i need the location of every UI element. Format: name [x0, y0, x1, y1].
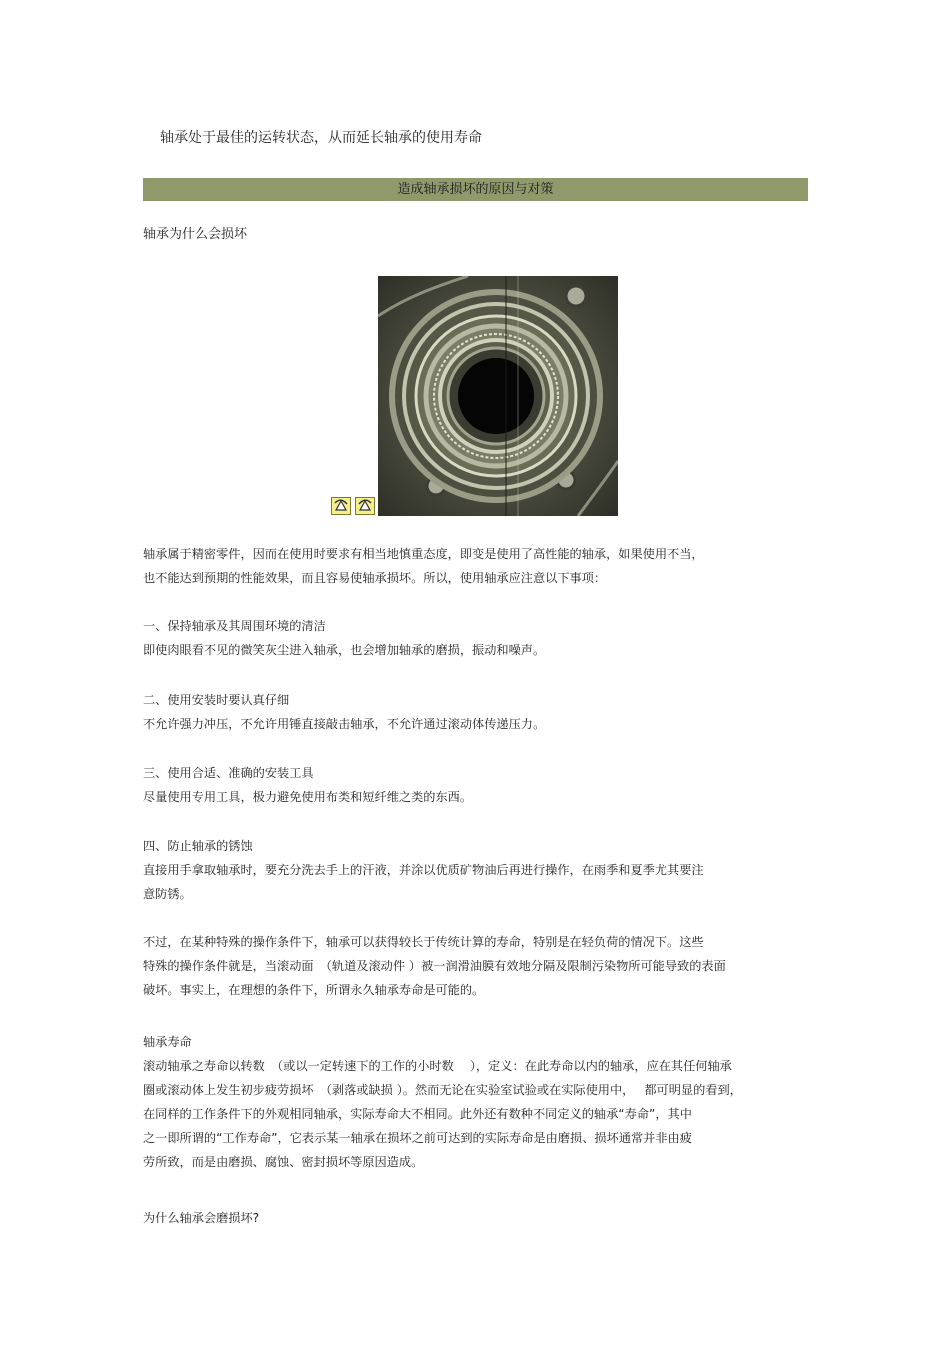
text-line: 圈或滚动体上发生初步疲劳损坏 （剥落或缺损 ）。然而无论在实验室试验或在实际使用中， 都可明显的看到，	[143, 1083, 742, 1097]
item-body: 尽量使用专用工具，极力避免使用布类和短纤维之类的东西。	[143, 790, 473, 804]
rotate-left-icon	[332, 498, 350, 514]
closing-question: 为什么轴承会磨损坏?	[143, 1211, 260, 1225]
item-title: 二、使用安装时要认真仔细	[143, 693, 290, 707]
text-line: 不过，在某种特殊的操作条件下，轴承可以获得较长于传统计算的寿命，特别是在轻负荷的情况下。这些	[143, 935, 704, 949]
bearing-photo	[378, 276, 618, 516]
item-title: 三、使用合适、准确的安装工具	[143, 766, 314, 780]
subhead-why-damaged: 轴承为什么会损坏	[143, 227, 248, 242]
text-line: 滚动轴承之寿命以转数 （或以一定转速下的工作的小时数 ），定义：在此寿命以内的轴承，应在其任何轴承	[143, 1059, 732, 1073]
section-banner: 造成轴承损坏的原因与对策	[143, 178, 808, 201]
rotate-right-button[interactable]	[355, 497, 375, 515]
paragraph-special-conditions	[143, 930, 823, 1002]
item-title: 一、保持轴承及其周围环境的清洁	[143, 619, 326, 633]
text-line: 劳所致，而是由磨损、腐蚀、密封损坏等原因造成。	[143, 1155, 424, 1169]
rotate-left-button[interactable]	[331, 497, 351, 515]
paragraph-precision-parts	[143, 542, 823, 590]
item-body: 不允许强力冲压，不允许用锤直接敲击轴承，不允许通过滚动体传递压力。	[143, 717, 546, 731]
intro-text: 轴承处于最佳的运转状态，从而延长轴承的使用寿命	[160, 130, 482, 146]
item-careful-install	[143, 688, 823, 736]
section-bearing-life	[143, 1030, 823, 1174]
item-proper-tools	[143, 761, 823, 809]
rotate-right-icon	[356, 498, 374, 514]
item-body: 直接用手拿取轴承时，要充分洗去手上的汗液，并涂以优质矿物油后再进行操作，在雨季和夏季尤其要注	[143, 863, 704, 877]
section-title: 轴承寿命	[143, 1035, 192, 1049]
text-line: 破坏。事实上，在理想的条件下，所谓永久轴承寿命是可能的。	[143, 983, 485, 997]
text-line: 特殊的操作条件就是，当滚动面 （轨道及滚动件 ）被一润滑油膜有效地分隔及限制污染物所可能导致的表面	[143, 959, 726, 973]
item-cleanliness	[143, 614, 823, 662]
text-line: 轴承属于精密零件，因而在使用时要求有相当地慎重态度，即变是使用了高性能的轴承，如果使用不当，	[143, 547, 704, 561]
item-title: 四、防止轴承的锈蚀	[143, 839, 253, 853]
text-line: 也不能达到预期的性能效果，而且容易使轴承损坏。所以，使用轴承应注意以下事项：	[143, 571, 607, 585]
text-line: 之一即所谓的“工作寿命”，它表示某一轴承在损坏之前可达到的实际寿命是由磨损、损坏通常并非由疲	[143, 1131, 692, 1145]
item-rust-prevention	[143, 834, 823, 906]
text-line: 在同样的工作条件下的外观相同轴承，实际寿命大不相同。此外还有数种不同定义的轴承“寿命”，其中	[143, 1107, 692, 1121]
item-body: 意防锈。	[143, 887, 192, 901]
item-body: 即使肉眼看不见的微笑灰尘进入轴承，也会增加轴承的磨损，振动和噪声。	[143, 643, 546, 657]
